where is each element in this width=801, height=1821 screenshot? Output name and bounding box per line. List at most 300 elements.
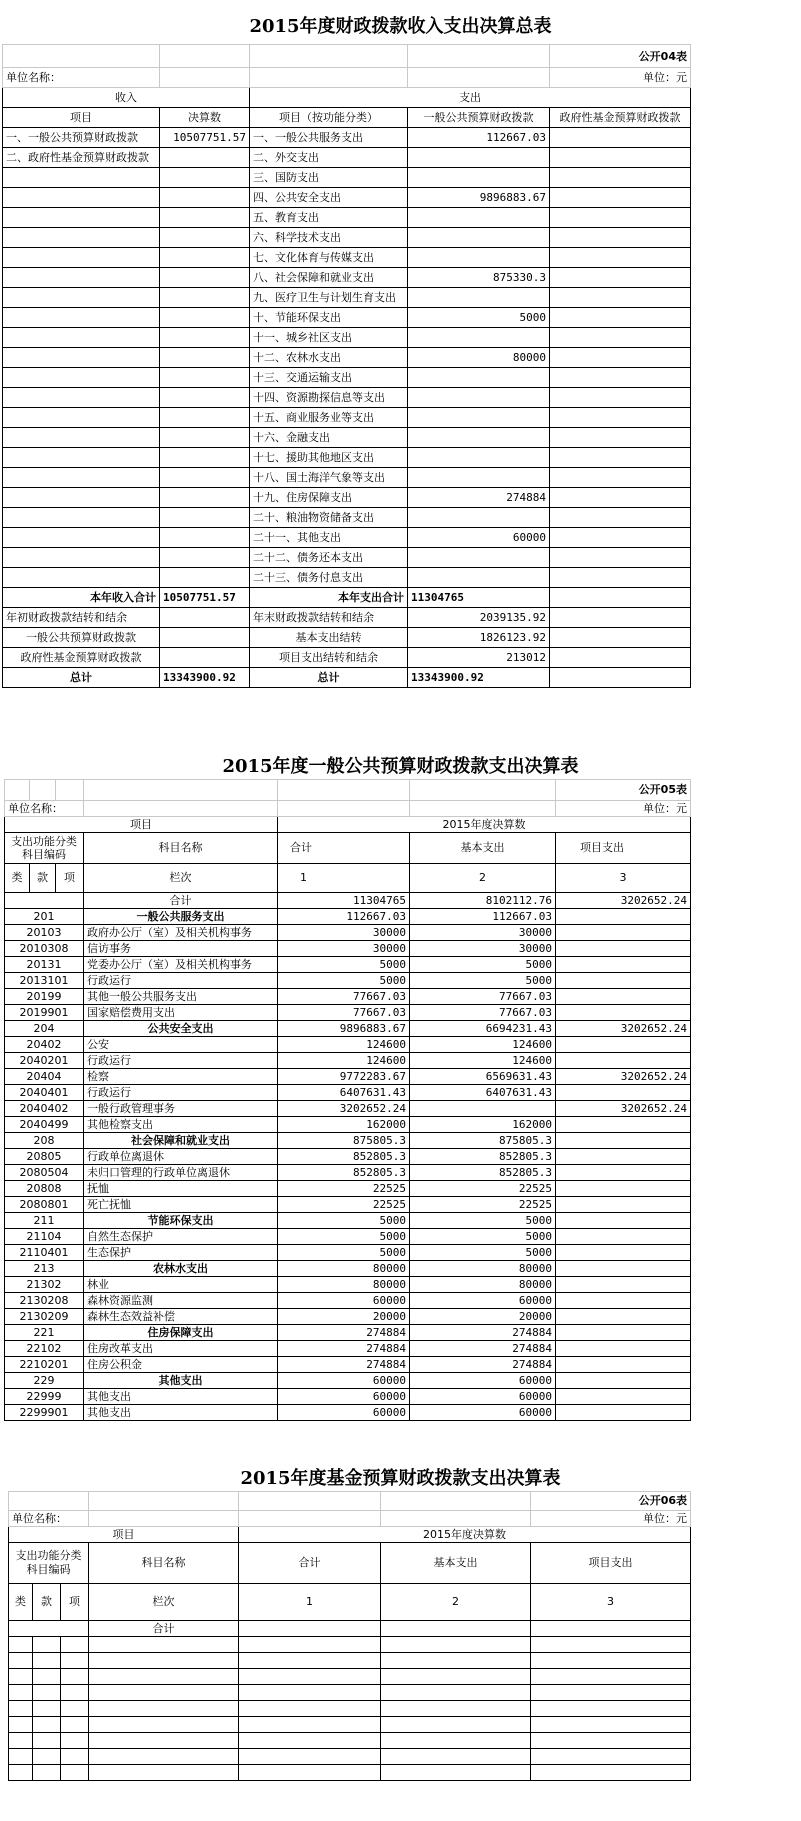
t2-basic-cell: 852805.3	[410, 1165, 556, 1181]
t1-ex-general: 274884	[408, 488, 550, 508]
t2-project-cell: 3202652.24	[556, 1101, 691, 1117]
t1-ex-general	[408, 568, 550, 588]
t2-name-cell: 其他支出	[84, 1405, 278, 1421]
t2-row	[5, 1405, 691, 1421]
t1-row	[3, 128, 691, 148]
t1-ex-fund	[550, 528, 691, 548]
t1-in-item: 一、一般公共预算财政拨款	[3, 128, 160, 148]
t2-name-cell: 行政运行	[84, 1085, 278, 1101]
t1-ex-item: 十八、国土海洋气象等支出	[250, 468, 408, 488]
t2-h-code: 支出功能分类科目编码	[5, 833, 84, 864]
t1-ex-general	[408, 408, 550, 428]
t2-total-cell: 60000	[278, 1389, 410, 1405]
t2-total-cell: 80000	[278, 1261, 410, 1277]
t2-name-cell: 森林生态效益补偿	[84, 1309, 278, 1325]
t3-empty-cell	[531, 1701, 691, 1717]
t2-row	[5, 957, 691, 973]
t2-row	[5, 1085, 691, 1101]
t3-empty-cell	[531, 1669, 691, 1685]
t1-row	[3, 408, 691, 428]
t2-name-cell: 死亡抚恤	[84, 1197, 278, 1213]
t1-begin-general-label: 一般公共预算财政拨款	[3, 628, 160, 648]
t2-row	[5, 941, 691, 957]
t1-ex-general	[408, 548, 550, 568]
t2-project-cell: 3202652.24	[556, 1069, 691, 1085]
t1-ex-general	[408, 228, 550, 248]
t2-basic-cell: 77667.03	[410, 1005, 556, 1021]
t1-end-label: 年末财政拨款结转和结余	[250, 608, 408, 628]
t2-total-cell: 5000	[278, 973, 410, 989]
t2-project-cell	[556, 1261, 691, 1277]
t2-name-cell: 自然生态保护	[84, 1229, 278, 1245]
t2-project-cell	[556, 1277, 691, 1293]
t3-empty-cell	[381, 1653, 531, 1669]
t2-project-cell: 3202652.24	[556, 1021, 691, 1037]
t1-in-item	[3, 288, 160, 308]
t1-ex-fund	[550, 248, 691, 268]
t1-ex-fund	[550, 388, 691, 408]
t1-begin-fund-label: 政府性基金预算财政拨款	[3, 648, 160, 668]
t1-in-amount	[160, 188, 250, 208]
t1-ex-fund	[550, 368, 691, 388]
t2-basic-cell: 22525	[410, 1197, 556, 1213]
t3-empty-cell	[89, 1733, 239, 1749]
t1-ex-fund	[550, 148, 691, 168]
t2-total-cell: 77667.03	[278, 989, 410, 1005]
t1-row	[3, 468, 691, 488]
t1-row	[3, 368, 691, 388]
t3-empty-cell	[531, 1765, 691, 1781]
t2-code-cell: 229	[5, 1373, 84, 1389]
t3-empty-row	[9, 1717, 691, 1733]
t2-h-item: 项目	[5, 817, 278, 833]
t3-empty-cell	[89, 1765, 239, 1781]
t2-name-cell: 公安	[84, 1037, 278, 1053]
t2-unit-right: 单位：元	[556, 801, 691, 817]
t2-basic-cell: 852805.3	[410, 1149, 556, 1165]
t1-ex-fund	[550, 268, 691, 288]
t3-empty-cell	[381, 1749, 531, 1765]
t3-empty-cell	[61, 1733, 89, 1749]
t2-total-cell: 852805.3	[278, 1149, 410, 1165]
t3-unit-label: 单位名称：	[9, 1511, 89, 1527]
t2-total-label: 合计	[84, 893, 278, 909]
t2-total-cell: 5000	[278, 1229, 410, 1245]
t2-total-cell: 60000	[278, 1293, 410, 1309]
t2-code-cell: 20404	[5, 1069, 84, 1085]
t2-code-cell: 2040402	[5, 1101, 84, 1117]
t1-sum-label: 总计	[3, 668, 160, 688]
t2-total-cell: 162000	[278, 1117, 410, 1133]
t3-h-item: 项目	[9, 1527, 239, 1543]
t1-basic-carry-label: 基本支出结转	[250, 628, 408, 648]
t3-empty-cell	[61, 1637, 89, 1653]
t1-row	[3, 528, 691, 548]
t1-in-item	[3, 228, 160, 248]
t3-empty-cell	[33, 1637, 61, 1653]
t2-code-cell: 2130209	[5, 1309, 84, 1325]
t3-empty-cell	[61, 1685, 89, 1701]
t2-basic-cell: 274884	[410, 1357, 556, 1373]
t2-name-cell: 节能环保支出	[84, 1213, 278, 1229]
t3-empty-cell	[33, 1749, 61, 1765]
t3-empty-cell	[89, 1701, 239, 1717]
t1-ex-item: 十三、交通运输支出	[250, 368, 408, 388]
t2-name-cell: 政府办公厅（室）及相关机构事务	[84, 925, 278, 941]
t1-in-amount	[160, 208, 250, 228]
t1-in-amount	[160, 468, 250, 488]
t3-empty-row	[9, 1701, 691, 1717]
t1-ex-fund	[550, 548, 691, 568]
t2-basic-cell	[410, 1101, 556, 1117]
t2-code-cell: 2040201	[5, 1053, 84, 1069]
t2-code-cell: 2019901	[5, 1005, 84, 1021]
t1-ex-general	[408, 208, 550, 228]
t2-basic-cell: 60000	[410, 1373, 556, 1389]
t2-basic-cell: 124600	[410, 1053, 556, 1069]
t1-row	[3, 348, 691, 368]
t2-basic-cell: 274884	[410, 1341, 556, 1357]
t2-project-cell	[556, 941, 691, 957]
t1-row	[3, 328, 691, 348]
t2-row	[5, 1149, 691, 1165]
t1-in-item	[3, 388, 160, 408]
t1-income-total-label: 本年收入合计	[3, 588, 160, 608]
t2-total-cell: 9896883.67	[278, 1021, 410, 1037]
t2-total-cell: 80000	[278, 1277, 410, 1293]
t1-ex-general	[408, 328, 550, 348]
t3-empty-cell	[9, 1685, 33, 1701]
t2-project-cell	[556, 1181, 691, 1197]
t1-in-amount	[160, 568, 250, 588]
t3-empty-row	[9, 1637, 691, 1653]
t2-name-cell: 住房公积金	[84, 1357, 278, 1373]
t1-sum-right: 13343900.92	[408, 668, 550, 688]
t3-empty-cell	[33, 1717, 61, 1733]
t2-row	[5, 1213, 691, 1229]
t1-ex-general	[408, 288, 550, 308]
t1-in-item	[3, 248, 160, 268]
t1-in-item	[3, 528, 160, 548]
t2-total-cell: 22525	[278, 1181, 410, 1197]
t1-in-amount	[160, 428, 250, 448]
t1-in-item	[3, 348, 160, 368]
t1-in-amount	[160, 508, 250, 528]
t1-ex-item: 二、外交支出	[250, 148, 408, 168]
t2-title: 2015年度一般公共预算财政拨款支出决算表	[222, 756, 579, 777]
t2-total-cell: 124600	[278, 1037, 410, 1053]
t1-ex-item: 七、文化体育与传媒支出	[250, 248, 408, 268]
t1-ex-fund	[550, 328, 691, 348]
t1-in-item	[3, 188, 160, 208]
t3-empty-cell	[381, 1685, 531, 1701]
t2-basic-cell: 112667.03	[410, 909, 556, 925]
t1-income-header: 收入	[3, 88, 250, 108]
t2-project-cell	[556, 989, 691, 1005]
t3-empty-cell	[9, 1637, 33, 1653]
t2-basic-cell: 162000	[410, 1117, 556, 1133]
t1-row	[3, 488, 691, 508]
t1-ex-fund	[550, 468, 691, 488]
t1-ex-item: 十五、商业服务业等支出	[250, 408, 408, 428]
t2-name-cell: 社会保障和就业支出	[84, 1133, 278, 1149]
t2-basic-cell: 5000	[410, 1229, 556, 1245]
t2-n1: 1	[278, 864, 410, 893]
t1-ex-item: 六、科学技术支出	[250, 228, 408, 248]
t3-empty-cell	[61, 1717, 89, 1733]
t1-row	[3, 428, 691, 448]
t2-name-cell: 生态保护	[84, 1245, 278, 1261]
t2-code-cell: 2299901	[5, 1405, 84, 1421]
t1-ex-fund	[550, 408, 691, 428]
t2-row	[5, 1021, 691, 1037]
t2-name-cell: 其他支出	[84, 1373, 278, 1389]
t1-sum-left: 13343900.92	[160, 668, 250, 688]
t1-in-amount	[160, 528, 250, 548]
t2-project-cell	[556, 925, 691, 941]
t1-ex-item: 一、一般公共服务支出	[250, 128, 408, 148]
t3-empty-row	[9, 1653, 691, 1669]
t3-table	[8, 1491, 691, 1781]
t2-name-cell: 公共安全支出	[84, 1021, 278, 1037]
t3-n1: 1	[239, 1584, 381, 1621]
t2-row	[5, 1245, 691, 1261]
t3-empty-cell	[239, 1685, 381, 1701]
t1-in-item	[3, 488, 160, 508]
t1-in-amount	[160, 368, 250, 388]
t3-empty-row	[9, 1749, 691, 1765]
t2-unit-label: 单位名称：	[5, 801, 84, 817]
t2-row	[5, 1373, 691, 1389]
t2-row	[5, 973, 691, 989]
t2-total-cell: 60000	[278, 1373, 410, 1389]
t2-code-cell: 221	[5, 1325, 84, 1341]
t2-basic-cell: 60000	[410, 1389, 556, 1405]
t3-empty-cell	[9, 1717, 33, 1733]
t1-unit-right: 单位：元	[550, 68, 691, 88]
t3-code: 公开06表	[531, 1492, 691, 1511]
t2-basic-cell: 80000	[410, 1261, 556, 1277]
t3-empty-cell	[33, 1669, 61, 1685]
t2-basic-cell: 6569631.43	[410, 1069, 556, 1085]
t2-total-cell: 5000	[278, 1213, 410, 1229]
t2-total-cell: 3202652.24	[278, 1101, 410, 1117]
t2-name-cell: 检察	[84, 1069, 278, 1085]
t2-project-cell	[556, 1389, 691, 1405]
t2-project-cell	[556, 973, 691, 989]
t2-h-basic: 基本支出	[410, 833, 556, 864]
t3-empty-cell	[381, 1717, 531, 1733]
t2-basic-cell: 875805.3	[410, 1133, 556, 1149]
t2-row	[5, 1325, 691, 1341]
t1-in-item	[3, 428, 160, 448]
t1-row	[3, 228, 691, 248]
t1-ex-item: 十九、住房保障支出	[250, 488, 408, 508]
t1-in-amount	[160, 388, 250, 408]
t2-basic-cell: 6694231.43	[410, 1021, 556, 1037]
t3-empty-cell	[9, 1733, 33, 1749]
t1-ex-item: 十六、金融支出	[250, 428, 408, 448]
t2-code-cell: 21302	[5, 1277, 84, 1293]
t3-empty-cell	[61, 1765, 89, 1781]
t2-n2: 2	[410, 864, 556, 893]
t2-row	[5, 1229, 691, 1245]
t2-row	[5, 1261, 691, 1277]
t3-empty-row	[9, 1685, 691, 1701]
t2-name-cell: 其他一般公共服务支出	[84, 989, 278, 1005]
t2-code-cell: 2130208	[5, 1293, 84, 1309]
t2-name-cell: 森林资源监测	[84, 1293, 278, 1309]
t2-row	[5, 1389, 691, 1405]
t3-h-name: 科目名称	[89, 1543, 239, 1584]
t1-row	[3, 248, 691, 268]
t3-empty-cell	[89, 1653, 239, 1669]
t2-name-cell: 国家赔偿费用支出	[84, 1005, 278, 1021]
t2-total-cell: 60000	[278, 1405, 410, 1421]
t2-h-total: 合计	[278, 833, 410, 864]
t2-code: 公开05表	[556, 780, 691, 801]
t1-row	[3, 268, 691, 288]
t1-in-item	[3, 468, 160, 488]
t1-in-item	[3, 568, 160, 588]
t1-ex-fund	[550, 208, 691, 228]
t2-basic-cell: 20000	[410, 1309, 556, 1325]
t1-ex-general: 80000	[408, 348, 550, 368]
t2-total-cell: 20000	[278, 1309, 410, 1325]
t1-ex-general	[408, 388, 550, 408]
t2-project-cell	[556, 1325, 691, 1341]
t1-ex-item: 八、社会保障和就业支出	[250, 268, 408, 288]
t2-h-lei: 类	[5, 864, 30, 893]
t2-row	[5, 1133, 691, 1149]
t2-row	[5, 1357, 691, 1373]
t3-empty-cell	[9, 1701, 33, 1717]
t1-ex-item: 十四、资源勘探信息等支出	[250, 388, 408, 408]
t1-in-amount	[160, 228, 250, 248]
t2-total-cell: 875805.3	[278, 1133, 410, 1149]
t1-ex-item: 三、国防支出	[250, 168, 408, 188]
t1-in-item	[3, 268, 160, 288]
t2-project-cell	[556, 1085, 691, 1101]
t3-h-project: 项目支出	[531, 1543, 691, 1584]
t2-code-cell: 2040499	[5, 1117, 84, 1133]
t2-basic-cell: 5000	[410, 1213, 556, 1229]
t3-h-lei: 类	[9, 1584, 33, 1621]
t1-ex-fund	[550, 448, 691, 468]
t3-empty-cell	[239, 1637, 381, 1653]
t3-empty-cell	[239, 1717, 381, 1733]
t2-name-cell: 未归口管理的行政单位离退休	[84, 1165, 278, 1181]
t1-in-amount: 10507751.57	[160, 128, 250, 148]
t1-ex-general: 5000	[408, 308, 550, 328]
t1-ex-general	[408, 468, 550, 488]
t2-name-cell: 其他检察支出	[84, 1117, 278, 1133]
t2-project-cell	[556, 1005, 691, 1021]
t1-col-item: 项目	[3, 108, 160, 128]
t3-empty-cell	[89, 1669, 239, 1685]
t2-project-cell	[556, 1373, 691, 1389]
t3-empty-cell	[9, 1765, 33, 1781]
t2-code-cell: 20402	[5, 1037, 84, 1053]
t1-ex-item: 五、教育支出	[250, 208, 408, 228]
t2-total-cell: 30000	[278, 925, 410, 941]
t2-name-cell: 其他支出	[84, 1389, 278, 1405]
t2-basic-cell: 22525	[410, 1181, 556, 1197]
t1-in-amount	[160, 248, 250, 268]
t2-code-cell: 204	[5, 1021, 84, 1037]
t2-total-cell: 5000	[278, 957, 410, 973]
t1-in-amount	[160, 488, 250, 508]
t2-row	[5, 1005, 691, 1021]
t1-in-amount	[160, 548, 250, 568]
t3-empty-cell	[381, 1765, 531, 1781]
t1-ex-fund	[550, 128, 691, 148]
t1-row	[3, 288, 691, 308]
t2-project-cell	[556, 1293, 691, 1309]
t1-ex-item: 九、医疗卫生与计划生育支出	[250, 288, 408, 308]
t1-ex-fund	[550, 568, 691, 588]
t3-empty-cell	[33, 1653, 61, 1669]
t1-ex-fund	[550, 228, 691, 248]
t2-code-cell: 21104	[5, 1229, 84, 1245]
t3-empty-cell	[9, 1653, 33, 1669]
t1-in-item	[3, 168, 160, 188]
t3-h-xiang: 项	[61, 1584, 89, 1621]
t2-code-cell: 2010308	[5, 941, 84, 957]
t2-name-cell: 一般行政管理事务	[84, 1101, 278, 1117]
t2-project-cell	[556, 1165, 691, 1181]
t2-code-cell: 201	[5, 909, 84, 925]
t1-in-amount	[160, 148, 250, 168]
t3-empty-cell	[61, 1669, 89, 1685]
t2-row	[5, 1069, 691, 1085]
t1-ex-general	[408, 168, 550, 188]
t1-col-func-item: 项目（按功能分类）	[250, 108, 408, 128]
t1-row	[3, 508, 691, 528]
t1-ex-fund	[550, 508, 691, 528]
t1-ex-fund	[550, 348, 691, 368]
t1-row	[3, 208, 691, 228]
t2-basic-cell: 30000	[410, 925, 556, 941]
t2-code-cell: 2080504	[5, 1165, 84, 1181]
t2-code-cell: 211	[5, 1213, 84, 1229]
t2-total-basic: 8102112.76	[410, 893, 556, 909]
t2-row	[5, 909, 691, 925]
t1-row	[3, 388, 691, 408]
t2-code-cell: 20103	[5, 925, 84, 941]
t1-ex-general	[408, 148, 550, 168]
t2-code-cell: 208	[5, 1133, 84, 1149]
t2-code-cell: 20808	[5, 1181, 84, 1197]
t2-name-cell: 信访事务	[84, 941, 278, 957]
t1-ex-item: 二十一、其他支出	[250, 528, 408, 548]
t1-in-item	[3, 448, 160, 468]
t1-ex-general: 875330.3	[408, 268, 550, 288]
t2-h-year: 2015年度决算数	[278, 817, 691, 833]
t2-row	[5, 1309, 691, 1325]
t1-in-item	[3, 548, 160, 568]
t3-empty-cell	[239, 1701, 381, 1717]
t1-begin-label: 年初财政拨款结转和结余	[3, 608, 160, 628]
t3-empty-cell	[381, 1637, 531, 1653]
t2-project-cell	[556, 1133, 691, 1149]
t3-empty-cell	[89, 1685, 239, 1701]
t3-empty-cell	[9, 1669, 33, 1685]
t3-total-label: 合计	[89, 1621, 239, 1637]
t2-basic-cell: 30000	[410, 941, 556, 957]
t3-h-total: 合计	[239, 1543, 381, 1584]
t3-empty-cell	[381, 1701, 531, 1717]
